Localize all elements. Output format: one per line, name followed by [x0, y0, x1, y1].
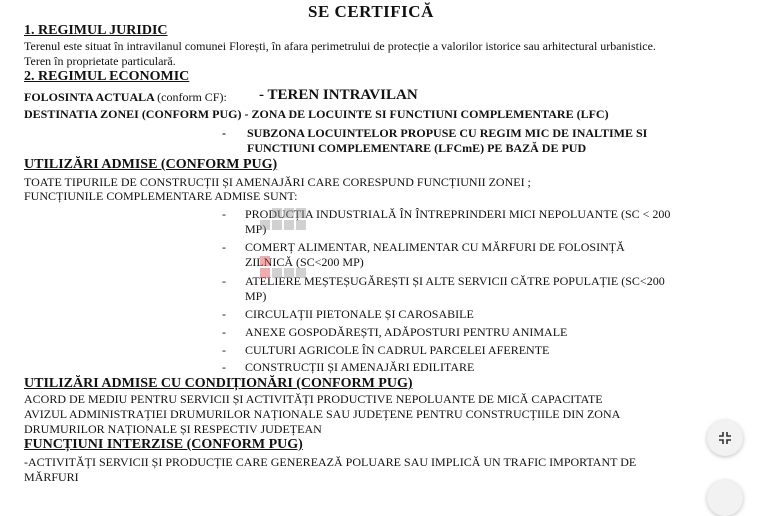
page-title: SE CERTIFICĂ: [308, 2, 434, 21]
list-item-line: ZILNICĂ (SC<200 MP): [245, 255, 364, 269]
folosinta-value: - TEREN INTRAVILAN: [259, 87, 418, 103]
utilizari-admise-intro-2: FUNCȚIUNILE COMPLEMENTARE ADMISE SUNT:: [24, 189, 298, 203]
list-item-line: MP): [245, 289, 267, 303]
utilizari-admise-heading: UTILIZĂRI ADMISE (CONFORM PUG): [24, 157, 278, 172]
regim-juridic-line-2: Teren în proprietate particulară.: [24, 54, 176, 68]
list-item-line: MP): [245, 222, 267, 236]
list-item-line: CONSTRUCȚII ȘI AMENAJĂRI EDILITARE: [245, 360, 475, 374]
list-item-line: ANEXE GOSPODĂREȘTI, ADĂPOSTURI PENTRU ANIMALE: [245, 325, 568, 339]
list-item-line: CULTURI AGRICOLE ÎN CADRUL PARCELEI AFERENTE: [245, 343, 550, 357]
list-item-dash: -: [222, 360, 226, 374]
regim-juridic-line-1: Terenul este situat în intravilanul comunei Florești, în afara perimetrului de protecție a valorilor istorice sau arhitectural urbanistice.: [24, 39, 656, 53]
secondary-floating-button[interactable]: [707, 480, 743, 516]
watermark-logo: [258, 208, 306, 278]
list-item-line: COMERȚ ALIMENTAR, NEALIMENTAR CU MĂRFURI DE FOLOSINȚĂ: [245, 240, 625, 254]
folosinta-note: (conform CF):: [157, 90, 227, 104]
destinatia-zonei: DESTINATIA ZONEI (CONFORM PUG) - ZONA DE LOCUINTE SI FUNCTIUNI COMPLEMENTARE (LFC): [24, 107, 609, 121]
interzise-line-2: MĂRFURI: [24, 470, 79, 484]
utilizari-conditionari-heading: UTILIZĂRI ADMISE CU CONDIȚIONĂRI (CONFORM PUG): [24, 376, 413, 391]
list-item-dash: -: [222, 325, 226, 339]
utilizari-admise-intro-1: TOATE TIPURILE DE CONSTRUCȚII ȘI AMENAJĂRI CARE CORESPUND FUNCȚIUNII ZONEI ;: [24, 175, 531, 189]
folosinta-actuala-row: [24, 91, 227, 103]
folosinta-label: FOLOSINTA ACTUALA: [24, 90, 155, 104]
section-regim-economic-heading: 2. REGIMUL ECONOMIC: [24, 69, 190, 84]
expand-icon: [718, 431, 732, 445]
subzona-dash: -: [222, 126, 226, 140]
section-regim-juridic-heading: 1. REGIMUL JURIDIC: [24, 23, 168, 38]
list-item-dash: -: [222, 274, 226, 288]
conditionari-line-3: DRUMURILOR NAȚIONALE ȘI RESPECTIV JUDEȚEAN: [24, 422, 322, 436]
conditionari-line-1: ACORD DE MEDIU PENTRU SERVICII ȘI ACTIVITĂȚI PRODUCTIVE NEPOLUANTE DE MICĂ CAPACITATE: [24, 392, 603, 406]
list-item-dash: -: [222, 343, 226, 357]
subzona-line-2: FUNCTIUNI COMPLEMENTARE (LFCmE) PE BAZĂ DE PUD: [247, 141, 587, 155]
subzona-line-1: SUBZONA LOCUINTELOR PROPUSE CU REGIM MIC DE INALTIME SI: [247, 126, 648, 140]
interzise-line-1: -ACTIVITĂȚI SERVICII ȘI PRODUCȚIE CARE GENEREAZĂ POLUARE SAU IMPLICĂ UN TRAFIC IMPORTANT DE: [24, 455, 637, 469]
list-item-dash: -: [222, 207, 226, 221]
list-item-dash: -: [222, 307, 226, 321]
conditionari-line-2: AVIZUL ADMINISTRAȚIEI DRUMURILOR NAȚIONALE SAU JUDEȚENE PENTRU CONSTRUCȚIILE DIN ZONA: [24, 407, 621, 421]
expand-button[interactable]: [707, 420, 743, 456]
list-item-line: ATELIERE MEȘTEȘUGĂREȘTI ȘI ALTE SERVICII CĂTRE POPULAȚIE (SC<200: [245, 274, 665, 288]
list-item-line: CIRCULAȚII PIETONALE ȘI CAROSABILE: [245, 307, 474, 321]
functiuni-interzise-heading: FUNCȚIUNI INTERZISE (CONFORM PUG): [24, 437, 303, 452]
list-item-line: PRODUCȚIA INDUSTRIALĂ ÎN ÎNTREPRINDERI MICI NEPOLUANTE (SC < 200: [245, 207, 671, 221]
list-item-dash: -: [222, 240, 226, 254]
